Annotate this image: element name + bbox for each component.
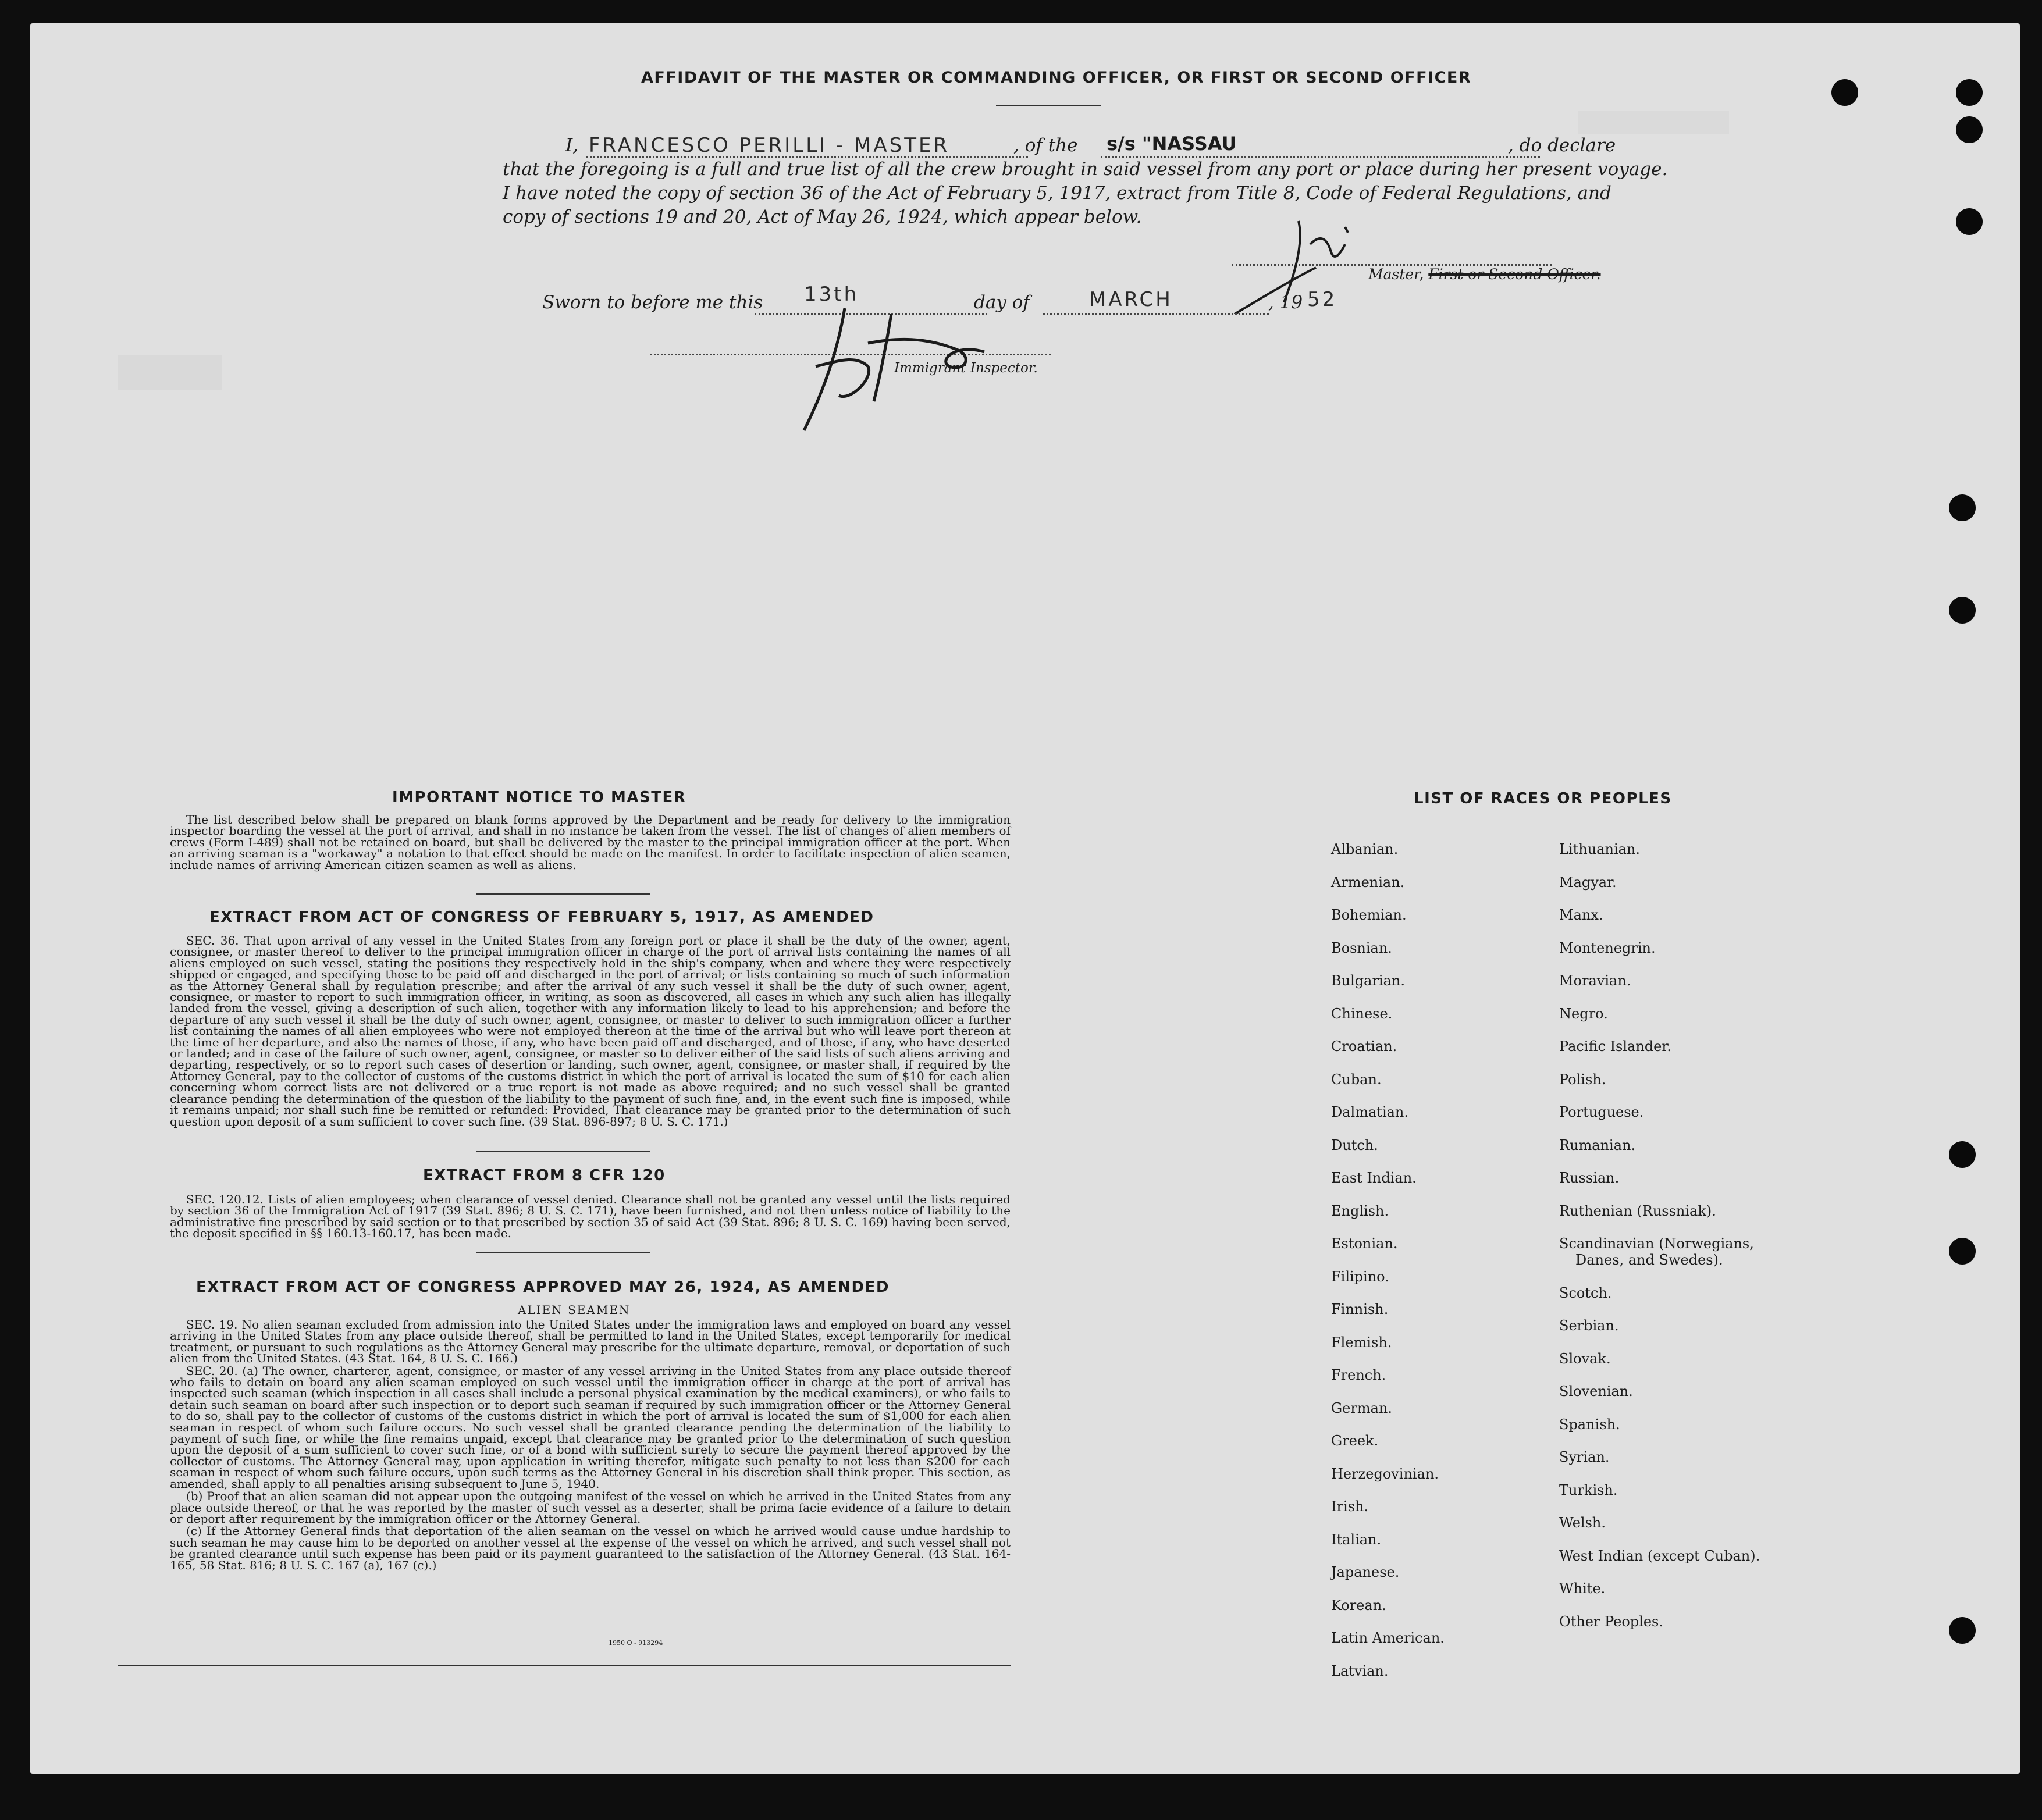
race-item: Albanian. — [1331, 841, 1399, 857]
race-item: Turkish. — [1559, 1481, 1618, 1498]
race-item: Lithuanian. — [1559, 841, 1641, 857]
punch-hole — [1949, 597, 1976, 624]
races-heading: LIST OF RACES OR PEOPLES — [1414, 790, 1672, 807]
extract-cfr-text: SEC. 120.12. Lists of alien employees; when clearance of vessel denied. Clearance shall not be granted any vessel until the lists required by section 36 of the Immigration Act of 1917 (39 Stat. 896; 8 U. S. C. 171), have been furnished, and not then unless notice of liability to the administrative fine prescribed by said section or to that prescribed by section 35 of said Act (39 Stat. 896; 8 U. S. C. 169) having been served, the deposit specified in §§ 160.13-160.17, has been made. — [170, 1192, 1011, 1241]
punch-hole — [1949, 494, 1976, 521]
race-item: Polish. — [1559, 1071, 1606, 1088]
punch-hole — [1949, 1238, 1976, 1265]
race-item: Bosnian. — [1331, 939, 1392, 956]
extract-cfr-heading: EXTRACT FROM 8 CFR 120 — [423, 1167, 666, 1184]
inspector-caption: Immigrant Inspector. — [894, 361, 1038, 376]
race-item: Latvian. — [1331, 1662, 1389, 1679]
race-item: Armenian. — [1331, 874, 1405, 891]
race-item: Slovak. — [1559, 1350, 1611, 1367]
extract-1924-heading: EXTRACT FROM ACT OF CONGRESS APPROVED MAY 26, 1924, AS AMENDED — [196, 1278, 890, 1296]
sec-20a-paragraph: SEC. 20. (a) The owner, charterer, agent, consignee, or master of any vessel arriving in the United States from any place outside thereof who fails to detain on board any alien seaman employed on such vessel until the immigration officer in charge at the port of arrival has inspected such seaman (which inspection in all cases shall include a personal physical examination by the medical examiners), or who fails to detain such seaman on board after such inspection or to deport such seaman if required by such immigration officer or the Attorney General to do so, shall pay to the collector of customs of the customs district in which the port of arrival is located the sum of $1,000 for each alien seaman in respect of whom such failure occurs. No such vessel shall be granted clearance pending the determination of the liability to payment of such fine, or while the fine remains unpaid, except that clearance may be granted prior to the determination of such question upon the deposit of a sum sufficient to cover such fine, or of a bond with sufficient surety to secure the payment thereof approved by the collector of customs. The Attorney General may, upon application in writing therefor, mitigate such penalty to not less than $200 for each seaman in respect of whom such failure occurs, upon such terms as the Attorney General in his discretion shall think proper. This section, as amended, shall apply to all penalties arising subsequent to June 5, 1940. — [170, 1363, 1011, 1491]
race-item: Korean. — [1331, 1597, 1386, 1614]
race-item: Ruthenian (Russniak). — [1559, 1202, 1716, 1219]
race-item: Chinese. — [1331, 1005, 1393, 1022]
race-item: Latin American. — [1331, 1630, 1445, 1646]
race-item: Montenegrin. — [1559, 939, 1656, 956]
bleed-through-mark — [118, 355, 222, 390]
race-item: Flemish. — [1331, 1334, 1392, 1351]
day-of-text: day of — [974, 292, 1030, 313]
race-item: Portuguese. — [1559, 1104, 1644, 1120]
master-caption — [1368, 266, 1601, 283]
race-item: Greek. — [1331, 1433, 1379, 1449]
punch-hole — [1956, 79, 1983, 106]
race-item: Estonian. — [1331, 1235, 1398, 1252]
race-item: Dutch. — [1331, 1137, 1378, 1153]
struck-officer-text: First or Second Officer. — [1428, 266, 1601, 283]
race-item: Japanese. — [1331, 1564, 1400, 1580]
race-item: Pacific Islander. — [1559, 1038, 1671, 1055]
notice-heading: IMPORTANT NOTICE TO MASTER — [392, 789, 686, 806]
sworn-day: 13th — [804, 283, 859, 306]
affidavit-heading: AFFIDAVIT OF THE MASTER OR COMMANDING OFFICER, OR FIRST OR SECOND OFFICER — [641, 69, 1472, 87]
race-item: Scotch. — [1559, 1284, 1612, 1301]
affidavit-line-4: copy of sections 19 and 20, Act of May 26, 1924, which appear below. — [503, 206, 1142, 227]
race-item: English. — [1331, 1202, 1389, 1219]
race-item: Slovenian. — [1559, 1383, 1633, 1400]
extract-cfr-rule — [476, 1252, 650, 1253]
document-page — [30, 23, 2020, 1774]
vessel-name: s/s "NASSAU — [1107, 133, 1237, 155]
year-prefix: , 19 — [1268, 292, 1303, 313]
print-code: 1950 O - 913294 — [609, 1639, 663, 1647]
master-caption-prefix: Master, — [1368, 266, 1424, 283]
race-item: Cuban. — [1331, 1071, 1382, 1088]
race-item: French. — [1331, 1367, 1386, 1383]
sec-20c-paragraph: (c) If the Attorney General finds that deportation of the alien seaman on the vessel on which he arrived would cause undue hardship to such seaman he may cause him to be deported on another vessel at the expense of the vessel on which he arrived, and such vessel shall not be granted clearance until such expense has been paid or its payment guaranteed to the satisfaction of the Attorney General. (43 Stat. 164-165, 58 Stat. 816; 8 U. S. C. 167 (a), 167 (c).) — [170, 1524, 1011, 1572]
race-item: East Indian. — [1331, 1170, 1417, 1186]
race-item: Serbian. — [1559, 1317, 1619, 1334]
affidavit-line-3: I have noted the copy of section 36 of the Act of February 5, 1917, extract from Title 8, Code of Federal Regulations, and — [503, 183, 1611, 204]
race-item: Negro. — [1559, 1005, 1608, 1022]
extract-1924-subheading: ALIEN SEAMEN — [518, 1303, 631, 1317]
notice-rule — [476, 893, 650, 895]
master-name: FRANCESCO PERILLI - MASTER — [589, 134, 950, 157]
punch-hole — [1956, 208, 1983, 235]
race-item: Finnish. — [1331, 1301, 1389, 1317]
extract-1917-text: SEC. 36. That upon arrival of any vessel in the United States from any foreign port or place it shall be the duty of the owner, agent, consignee, or master thereof to deliver to the principal immigration officer in charge of the port of arrival lists containing the names of all aliens employed on such vessel, stating the positions they respectively hold in the ship's company, when and where they were respectively shipped or engaged, and specifying those to be paid off and discharged in the port of arrival; or lists containing so much of such information as the Attorney General shall by regulation prescribe; and after the arrival of any such vessel it shall be the duty of such owner, agent, consignee, or master to report to such immigration officer, in writing, as soon as discovered, all cases in which any such alien has illegally landed from the vessel, giving a description of such alien, together with any information likely to lead to his apprehension; and before the departure of any such vessel it shall be the duty of such owner, agent, consignee, or master to deliver to such immigration officer a further list containing the names of all alien employees who were not employed thereon at the time of the arrival but who will leave port thereon at the time of her departure, and also the names of those, if any, who have been paid off and discharged, and of those, if any, who have deserted or landed; and in case of the failure of such owner, agent, consignee, or master so to deliver either of the said lists of such aliens arriving and departing, respectively, or so to report such cases of desertion or landing, such owner, agent, consignee, or master shall, if required by the Attorney General, pay to the collector of customs of the customs district in which the port of arrival is located the sum of $10 for each alien concerning whom correct lists are not delivered or a true report is not made as above required; and no such vessel shall be granted clearance pending the determination of the question of the liability to the payment of such fine, and, in the event such fine is imposed, while it remains unpaid; nor shall such fine be remitted or refunded: Provided, That clearance may be granted prior to the determination of such question upon deposit of a sum sufficient to cover such fine. (39 Stat. 896-897; 8 U. S. C. 171.) — [170, 934, 1011, 1128]
extract-1917-heading: EXTRACT FROM ACT OF CONGRESS OF FEBRUARY 5, 1917, AS AMENDED — [209, 909, 874, 926]
race-item: Welsh. — [1559, 1515, 1606, 1531]
extract-1924-body — [170, 1319, 1011, 1572]
of-the-text: , of the — [1013, 135, 1078, 156]
punch-hole — [1949, 1141, 1976, 1168]
affidavit-line-2: that the foregoing is a full and true list of all the crew brought in said vessel from any port or place during her present voyage. — [503, 159, 1668, 180]
year-suffix: 52 — [1307, 288, 1337, 311]
bleed-through-mark — [1578, 111, 1729, 134]
race-item: Bohemian. — [1331, 907, 1407, 923]
race-item: Dalmatian. — [1331, 1104, 1409, 1120]
notice-text: The list described below shall be prepared on blank forms approved by the Department and be ready for delivery to the immigration inspector boarding the vessel at the port of arrival, and shall in no instance be taken from the vessel. The list of changes of alien members of crews (Form I-489) shall not be retained on board, but shall be delivered by the master to the principal immigration officer at the port. When an arriving seaman is a "workaway" a notation to that effect should be made on the manifest. In order to facilitate inspection of alien seamen, include names of arriving American citizen seamen as well as aliens. — [170, 813, 1011, 872]
race-item: German. — [1331, 1399, 1392, 1416]
race-item: Scandinavian (Norwegians, — [1559, 1235, 1754, 1252]
race-item: Magyar. — [1559, 874, 1617, 891]
sworn-prefix: Sworn to before me this — [542, 292, 763, 313]
race-item: Filipino. — [1331, 1268, 1389, 1285]
heading-rule — [996, 105, 1101, 106]
race-item: Croatian. — [1331, 1038, 1397, 1055]
race-item: Herzegovinian. — [1331, 1465, 1439, 1482]
race-item: Spanish. — [1559, 1416, 1620, 1433]
bottom-rule — [118, 1665, 1011, 1666]
race-item: Bulgarian. — [1331, 973, 1405, 989]
race-item: White. — [1559, 1580, 1606, 1597]
extract-1917-rule — [476, 1151, 650, 1152]
race-item: Irish. — [1331, 1498, 1369, 1515]
race-item: Syrian. — [1559, 1449, 1610, 1466]
race-item: Italian. — [1331, 1531, 1382, 1548]
sec-20b-paragraph: (b) Proof that an alien seaman did not appear upon the outgoing manifest of the vessel on which he arrived in the United States from any place outside thereof, or that he was reported by the master of such vessel as a deserter, shall be prima facie evidence of a failure to detain or deport after requirement by the immigration officer or the Attorney General. — [170, 1489, 1011, 1526]
punch-hole — [1949, 1617, 1976, 1644]
race-item: Danes, and Swedes). — [1575, 1252, 1723, 1269]
sec-19-paragraph: SEC. 19. No alien seaman excluded from admission into the United States under the immigration laws and employed on board any vessel arriving in the United States from any place outside thereof, shall be permitted to land in the United States, except temporarily for medical treatment, or pursuant to such regulations as the Attorney General may prescribe for the ultimate departure, removal, or deportation of such alien from the United States. (43 Stat. 164, 8 U. S. C. 166.) — [170, 1317, 1011, 1366]
race-item: Russian. — [1559, 1170, 1620, 1186]
sworn-month: MARCH — [1089, 288, 1173, 311]
sworn-month-line — [1043, 313, 1269, 315]
race-item: Rumanian. — [1559, 1137, 1636, 1153]
race-item: West Indian (except Cuban). — [1559, 1547, 1760, 1564]
do-declare-text: , do declare — [1508, 135, 1616, 156]
vessel-line — [1101, 156, 1540, 158]
punch-hole — [1956, 116, 1983, 143]
punch-hole — [1831, 79, 1858, 106]
race-item: Moravian. — [1559, 973, 1631, 989]
race-item: Other Peoples. — [1559, 1613, 1663, 1630]
affidavit-i: I, — [565, 135, 579, 156]
race-item: Manx. — [1559, 907, 1603, 923]
